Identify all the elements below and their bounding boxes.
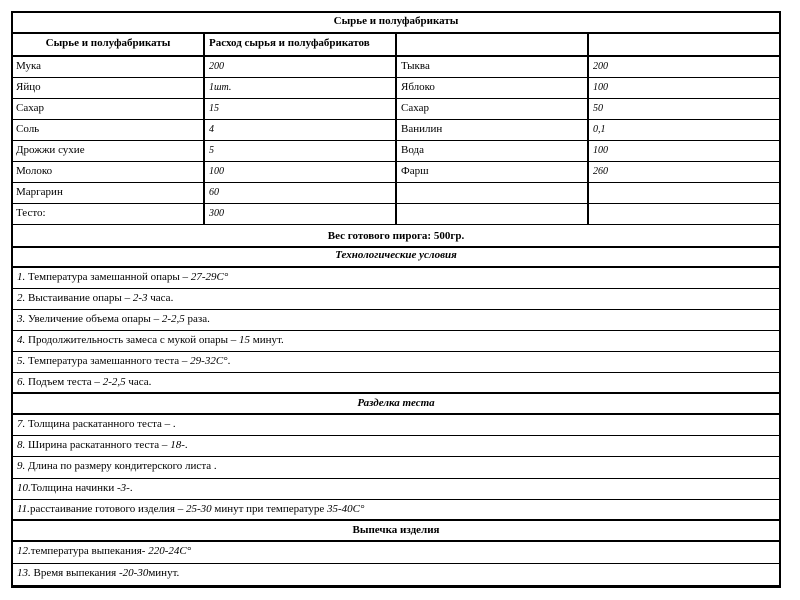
step-text (13, 564, 779, 585)
step-part-a: Температура замешанной опары – (25, 271, 191, 283)
filling-ingredient-name (395, 183, 587, 203)
step-part-v: 2-2,5 (102, 376, 126, 388)
step-part-n: 5. (17, 355, 26, 367)
step-row (13, 289, 779, 310)
step-row (13, 542, 779, 564)
filling-ingredient-name: Ванилин (395, 120, 587, 140)
step-text (13, 352, 779, 372)
filling-ingredient-name: Вода (395, 141, 587, 161)
step-part-v: 2-2,5 (161, 313, 185, 325)
step-part-n: 2. (17, 292, 26, 304)
step-part-b: . (172, 418, 176, 430)
step-part-b: минут. (250, 334, 284, 346)
filling-ingredient-amount: 100 (587, 141, 779, 161)
ingredient-amount: 15 (203, 99, 395, 119)
step-text (13, 415, 779, 435)
col-header-consumption: Расход сырья и полуфабрикатов (203, 34, 395, 55)
ingredient-amount: 4 (203, 120, 395, 140)
ingredient-name: Мука (16, 60, 42, 72)
step-part-b: часа. (125, 376, 152, 388)
ingredient-name: Тесто: (16, 207, 46, 219)
table-title-row (13, 13, 779, 34)
step-row (13, 268, 779, 289)
step-text (13, 500, 779, 519)
ingredient-row (13, 78, 779, 99)
step-part-v: -20-30 (119, 567, 149, 579)
step-part-a: Ширина раскатанного теста – (25, 439, 171, 452)
step-row (13, 415, 779, 436)
step-part-a: расстаивание готового изделия – (29, 502, 186, 515)
col-header-ingredients: Сырье и полуфабрикаты (45, 37, 171, 49)
step-part-n: 13. (17, 567, 31, 579)
step-part-b: . (184, 439, 188, 452)
section-tech-title: Технологические условия (335, 249, 457, 261)
step-part-b: часа. (147, 292, 174, 304)
ingredient-row (13, 120, 779, 141)
column-header-row (13, 34, 779, 57)
step-text (13, 479, 779, 499)
step-row (13, 436, 779, 457)
ingredient-name: Маргарин (16, 186, 63, 198)
ingredient-row (13, 162, 779, 183)
step-part-a: Выстаивание опары – (25, 292, 133, 304)
ingredient-amount: 300 (203, 204, 395, 224)
step-part-a: Продолжительность замеса с мукой опары – (25, 334, 240, 346)
step-part-v: 25-30 (185, 502, 212, 515)
step-part-b: раза. (184, 313, 210, 325)
step-row (13, 479, 779, 500)
section-tech-row (13, 248, 779, 268)
step-part-v: 2-3 (132, 292, 148, 304)
step-part-a: Толщина раскатанного теста – (25, 418, 173, 430)
step-row (13, 373, 779, 394)
section-baking-title: Выпечка изделия (352, 524, 440, 536)
step-part-v: 18- (170, 439, 185, 452)
ingredient-row (13, 204, 779, 225)
step-text (13, 331, 779, 351)
step-part-b: . (227, 355, 231, 367)
step-text (13, 373, 779, 392)
step-part-a: Длина по размеру кондитерского листа . (25, 460, 217, 473)
section-cutting-row (13, 394, 779, 415)
step-part-a: Подъем теста – (25, 376, 103, 388)
ingredient-amount: 60 (203, 183, 395, 203)
step-part-b: . (129, 481, 133, 494)
filling-ingredient-amount: 50 (587, 99, 779, 119)
filling-ingredient-amount (587, 183, 779, 203)
ingredient-row (13, 183, 779, 204)
weight-row (13, 227, 779, 248)
ingredient-name: Дрожжи сухие (16, 144, 85, 156)
filling-ingredient-amount: 260 (587, 162, 779, 182)
filling-ingredient-amount: 100 (587, 78, 779, 98)
ingredient-row (13, 57, 779, 78)
ingredient-amount: 100 (203, 162, 395, 182)
step-part-n: 4. (17, 334, 26, 346)
step-part-a: Увеличение объема опары – (25, 313, 162, 325)
ingredient-name: Соль (16, 123, 40, 135)
ingredient-name: Сахар (16, 102, 44, 114)
step-part-n: 11. (17, 502, 30, 515)
table-title: Сырье и полуфабрикаты (333, 15, 459, 27)
step-row (13, 310, 779, 331)
filling-ingredient-name: Тыква (395, 57, 587, 77)
step-row (13, 331, 779, 352)
step-part-n: 10. (17, 481, 31, 494)
step-part-n: 8. (17, 439, 26, 452)
recipe-table (11, 11, 781, 588)
step-part-n: 3. (17, 313, 26, 325)
filling-ingredient-amount: 0,1 (587, 120, 779, 140)
step-part-n: 12. (17, 545, 31, 557)
step-part-a: Толщина начинки (30, 481, 117, 494)
step-text (13, 268, 779, 288)
ingredient-name: Яйцо (16, 81, 41, 93)
step-part-v: 29-32С° (190, 355, 228, 367)
step-text (13, 310, 779, 330)
step-row (13, 352, 779, 373)
step-text (13, 457, 779, 477)
step-row (13, 564, 779, 586)
step-part-v2: 35-40С° (327, 502, 365, 515)
step-part-v: 220-24С° (148, 545, 192, 557)
filling-ingredient-name: Фарш (395, 162, 587, 182)
step-row (13, 457, 779, 478)
ingredient-amount: 200 (203, 57, 395, 77)
step-part-v: -3- (116, 481, 130, 494)
section-baking-row (13, 521, 779, 542)
ingredient-amount: 5 (203, 141, 395, 161)
ingredient-name: Молоко (16, 165, 53, 177)
weight-text: Вес готового пирога: 500гр. (327, 230, 465, 242)
filling-ingredient-amount (587, 204, 779, 224)
step-part-b: минут при температуре (211, 502, 328, 515)
step-text (13, 542, 779, 563)
filling-ingredient-name: Яблоко (395, 78, 587, 98)
col-header-empty-4 (587, 34, 779, 55)
filling-ingredient-name: Сахар (395, 99, 587, 119)
step-row (13, 500, 779, 521)
col-header-empty-3 (395, 34, 587, 55)
ingredient-row (13, 99, 779, 120)
step-part-n: 9. (17, 460, 26, 473)
step-part-n: 7. (17, 418, 26, 430)
section-cutting-title: Разделка теста (357, 397, 435, 409)
step-part-v: 27-29С° (190, 271, 229, 283)
step-part-n: 6. (17, 376, 26, 388)
step-text (13, 289, 779, 309)
step-part-a: Время выпекания (30, 567, 119, 579)
ingredient-row (13, 141, 779, 162)
step-part-a: Температура замешанного теста – (25, 355, 191, 367)
step-part-b: минут. (148, 567, 180, 579)
ingredient-amount: 1шт. (203, 78, 395, 98)
step-part-v: 15 (239, 334, 251, 346)
step-part-n: 1. (17, 271, 26, 283)
filling-ingredient-amount: 200 (587, 57, 779, 77)
step-text (13, 436, 779, 456)
step-part-a: температура выпекания- (30, 545, 149, 557)
filling-ingredient-name (395, 204, 587, 224)
